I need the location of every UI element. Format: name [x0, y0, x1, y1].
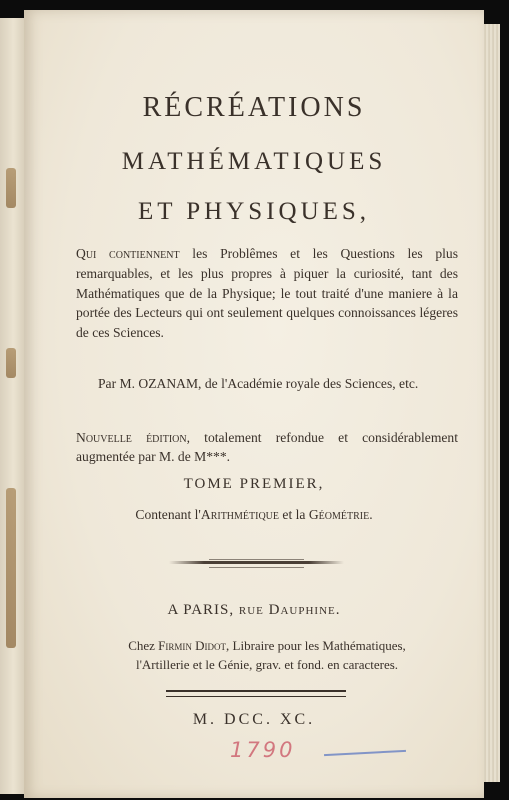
edition-lead: Nouvelle édition [76, 430, 187, 445]
ink-underline [324, 750, 406, 756]
publisher-suffix: , Libraire pour les Mathématiques, [226, 638, 406, 653]
title-line-1: RÉCRÉATIONS [142, 92, 366, 123]
contents-middle: et la [279, 507, 309, 522]
author-line: Par M. OZANAM, de l'Académie royale des Sciences, etc. [98, 376, 419, 391]
contents-geometry: Géométrie [308, 507, 370, 522]
contents-suffix: . [369, 507, 373, 522]
contents-arithmetic: Arithmétique [200, 507, 280, 522]
title-line-3: ET PHYSIQUES, [137, 198, 371, 225]
contents-prefix: Contenant l' [135, 507, 201, 522]
edition-text: , totalement refondue et considérablement augmentée par M. de M***. [76, 430, 459, 464]
imprint-city: A PARIS, [167, 602, 239, 618]
description-lead: Qui contiennent [76, 246, 180, 261]
contents-line [24, 507, 484, 523]
edition-note [76, 428, 458, 466]
ornamental-rule [169, 561, 344, 564]
title-page [24, 10, 484, 798]
double-rule [166, 690, 346, 697]
volume-label: TOME PREMIER, [183, 476, 325, 492]
imprint-publisher [76, 636, 458, 674]
imprint-street-suffix: . [335, 602, 341, 618]
title-line-2: MATHÉMATIQUES [121, 148, 387, 175]
description-text: les Problêmes et les Questions les plus remarquables, et les plus propres à piquer la curiosité, tant des Mathématiques que de la Physique; le tout traité d'une maniere à la portée des Lecteurs qui ont seulement quelques connoissances légeres de ces Sciences. [76, 246, 458, 341]
publisher-prefix: Chez [128, 638, 159, 653]
imprint-street: rue Dauphine [238, 602, 336, 618]
imprint-place [24, 602, 484, 619]
publisher-line-2: l'Artillerie et le Génie, grav. et fond. en caracteres. [135, 657, 399, 672]
publisher-name: Firmin Didot [158, 638, 227, 653]
description-paragraph [76, 244, 458, 343]
publication-date: M. DCC. XC. [192, 711, 316, 728]
handwritten-year: 1790 [230, 738, 296, 762]
